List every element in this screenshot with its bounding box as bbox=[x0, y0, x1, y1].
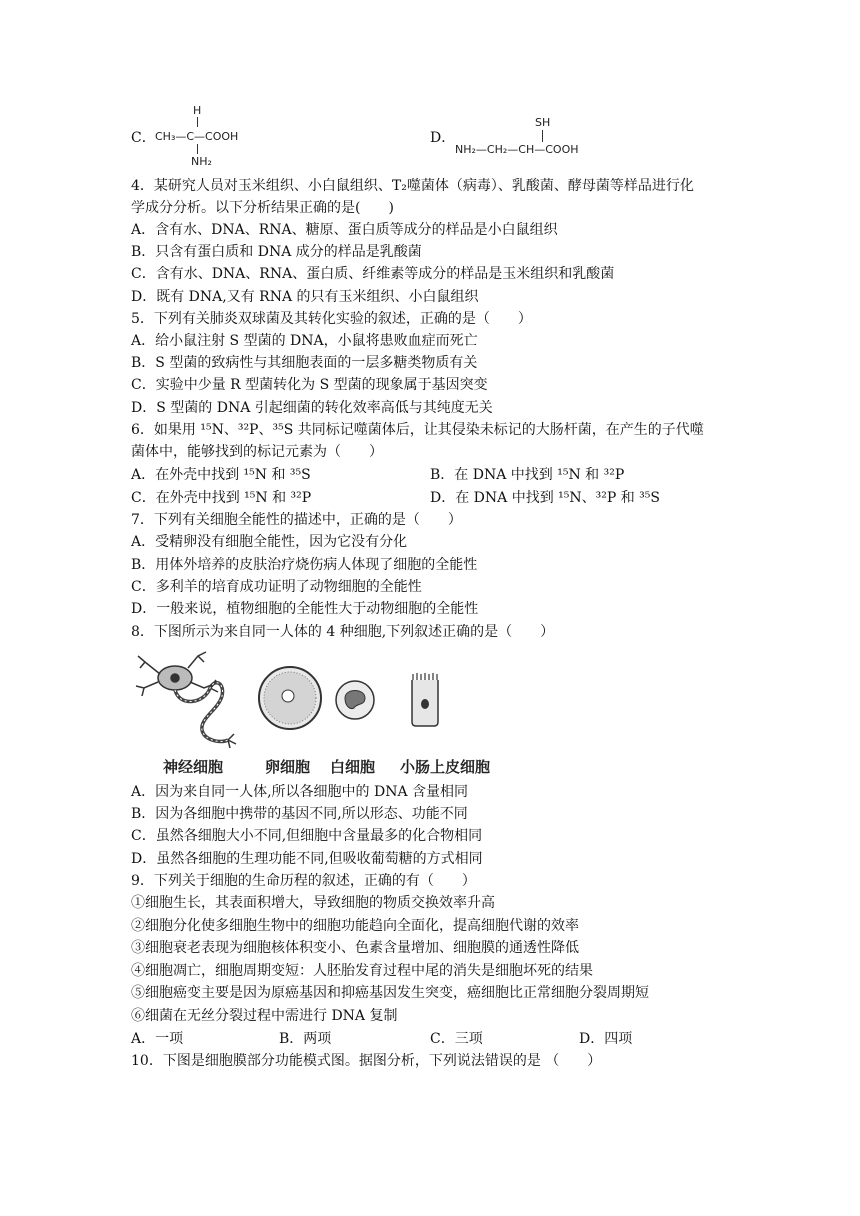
q9-statement-1: ①细胞生长，其表面积增大，导致细胞的物质交换效率升高 bbox=[131, 895, 495, 911]
q4-option-c: C．含有水、DNA、RNA、蛋白质、纤维素等成分的样品是玉米组织和乳酸菌 bbox=[131, 266, 615, 282]
q5-option-b: B．S 型菌的致病性与其细胞表面的一层多糖类物质有关 bbox=[131, 355, 478, 371]
intestinal-cell-drawing bbox=[412, 673, 438, 726]
q6-option-c: C．在外壳中找到 ¹⁵N 和 ³²P bbox=[131, 490, 312, 506]
q7-option-b: B．用体外培养的皮肤治疗烧伤病人体现了细胞的全能性 bbox=[131, 557, 478, 573]
q3-option-d-label: D． bbox=[430, 130, 456, 146]
q6-option-a: A．在外壳中找到 ¹⁵N 和 ³⁵S bbox=[131, 467, 311, 483]
egg-cell-drawing bbox=[259, 667, 321, 729]
cell-figure bbox=[130, 648, 510, 758]
q8-option-a: A．因为来自同一人体,所以各细胞中的 DNA 含量相同 bbox=[131, 784, 469, 800]
q9-stem: 9．下列关于细胞的生命历程的叙述，正确的有（ ） bbox=[131, 873, 476, 889]
q5-option-c: C．实验中少量 R 型菌转化为 S 型菌的现象属于基因突变 bbox=[131, 377, 488, 393]
caption-egg-cell: 卵细胞 bbox=[265, 758, 311, 776]
formula-c-bond-bottom bbox=[197, 144, 198, 154]
q5-stem: 5．下列有关肺炎双球菌及其转化实验的叙述，正确的是（ ） bbox=[131, 311, 532, 327]
q9-statement-6: ⑥细菌在无丝分裂过程中需进行 DNA 复制 bbox=[131, 1008, 398, 1024]
q6-option-b: B．在 DNA 中找到 ¹⁵N 和 ³²P bbox=[430, 467, 625, 483]
q7-option-a: A．受精卵没有细胞全能性，因为它没有分化 bbox=[131, 534, 408, 550]
q4-option-a: A．含有水、DNA、RNA、糖原、蛋白质等成分的样品是小白鼠组织 bbox=[131, 222, 558, 238]
q8-option-d: D．虽然各细胞的生理功能不同,但吸收葡萄糖的方式相同 bbox=[131, 851, 483, 867]
q9-option-c: C．三项 bbox=[430, 1031, 483, 1047]
q9-option-d: D．四项 bbox=[579, 1031, 633, 1047]
q8-option-c: C．虽然各细胞大小不同,但细胞中含量最多的化合物相同 bbox=[131, 828, 483, 844]
q9-statement-2: ②细胞分化使多细胞生物中的细胞功能趋向全面化，提高细胞代谢的效率 bbox=[131, 918, 579, 934]
formula-d-main: NH₂—CH₂—CH—COOH bbox=[455, 143, 579, 156]
q8-option-b: B．因为各细胞中携带的基因不同,所以形态、功能不同 bbox=[131, 806, 468, 822]
q4-option-d: D．既有 DNA,又有 RNA 的只有玉米组织、小白鼠组织 bbox=[131, 289, 479, 305]
q5-option-d: D．S 型菌的 DNA 引起细菌的转化效率高低与其纯度无关 bbox=[131, 400, 493, 416]
q9-statement-4: ④细胞凋亡，细胞周期变短：人胚胎发育过程中尾的消失是细胞坏死的结果 bbox=[131, 963, 593, 979]
q7-stem: 7．下列有关细胞全能性的描述中，正确的是（ ） bbox=[131, 512, 462, 528]
formula-d-sh: SH bbox=[535, 116, 551, 129]
q9-option-b: B．两项 bbox=[279, 1031, 332, 1047]
q4-stem-1: 4．某研究人员对玉米组织、小白鼠组织、T₂噬菌体（病毒）、乳酸菌、酵母菌等样品进行化 bbox=[131, 178, 694, 194]
q4-stem-2: 学成分分析。以下分析结果正确的是( ) bbox=[131, 200, 394, 216]
neuron-drawing bbox=[136, 652, 236, 748]
formula-c-bond-top bbox=[197, 117, 198, 127]
formula-d-bond bbox=[542, 130, 543, 142]
formula-c-nh2: NH₂ bbox=[191, 155, 212, 168]
white-blood-cell-drawing bbox=[336, 681, 374, 719]
caption-white-blood-cell: 白细胞 bbox=[330, 758, 376, 776]
caption-neuron: 神经细胞 bbox=[163, 758, 224, 776]
q8-stem: 8．下图所示为来自同一人体的 4 种细胞,下列叙述正确的是（ ） bbox=[131, 624, 555, 640]
q7-option-c: C．多利羊的培育成功证明了动物细胞的全能性 bbox=[131, 579, 422, 595]
q5-option-a: A．给小鼠注射 S 型菌的 DNA，小鼠将患败血症而死亡 bbox=[131, 333, 478, 349]
q9-statement-5: ⑤细胞癌变主要是因为原癌基因和抑癌基因发生突变，癌细胞比正常细胞分裂周期短 bbox=[131, 985, 649, 1001]
q10-stem: 10．下图是细胞膜部分功能模式图。据图分析，下列说法错误的是 （ ） bbox=[131, 1053, 602, 1069]
q7-option-d: D．一般来说，植物细胞的全能性大于动物细胞的全能性 bbox=[131, 601, 479, 617]
q3-option-c-label: C． bbox=[131, 130, 156, 146]
formula-c-main: CH₃—C—COOH bbox=[155, 130, 239, 143]
q9-statement-3: ③细胞衰老表现为细胞核体积变小、色素含量增加、细胞膜的通透性降低 bbox=[131, 940, 579, 956]
q6-stem-1: 6．如果用 ¹⁵N、³²P、³⁵S 共同标记噬菌体后，让其侵染未标记的大肠杆菌，在产生的子代噬 bbox=[131, 422, 704, 438]
formula-c-h: H bbox=[193, 104, 202, 117]
q4-option-b: B．只含有蛋白质和 DNA 成分的样品是乳酸菌 bbox=[131, 244, 422, 260]
caption-intestinal-cell: 小肠上皮细胞 bbox=[400, 758, 491, 776]
q6-option-d: D．在 DNA 中找到 ¹⁵N、³²P 和 ³⁵S bbox=[430, 490, 660, 506]
q6-stem-2: 菌体中，能够找到的标记元素为（ ） bbox=[131, 444, 383, 460]
q9-option-a: A．一项 bbox=[131, 1031, 184, 1047]
